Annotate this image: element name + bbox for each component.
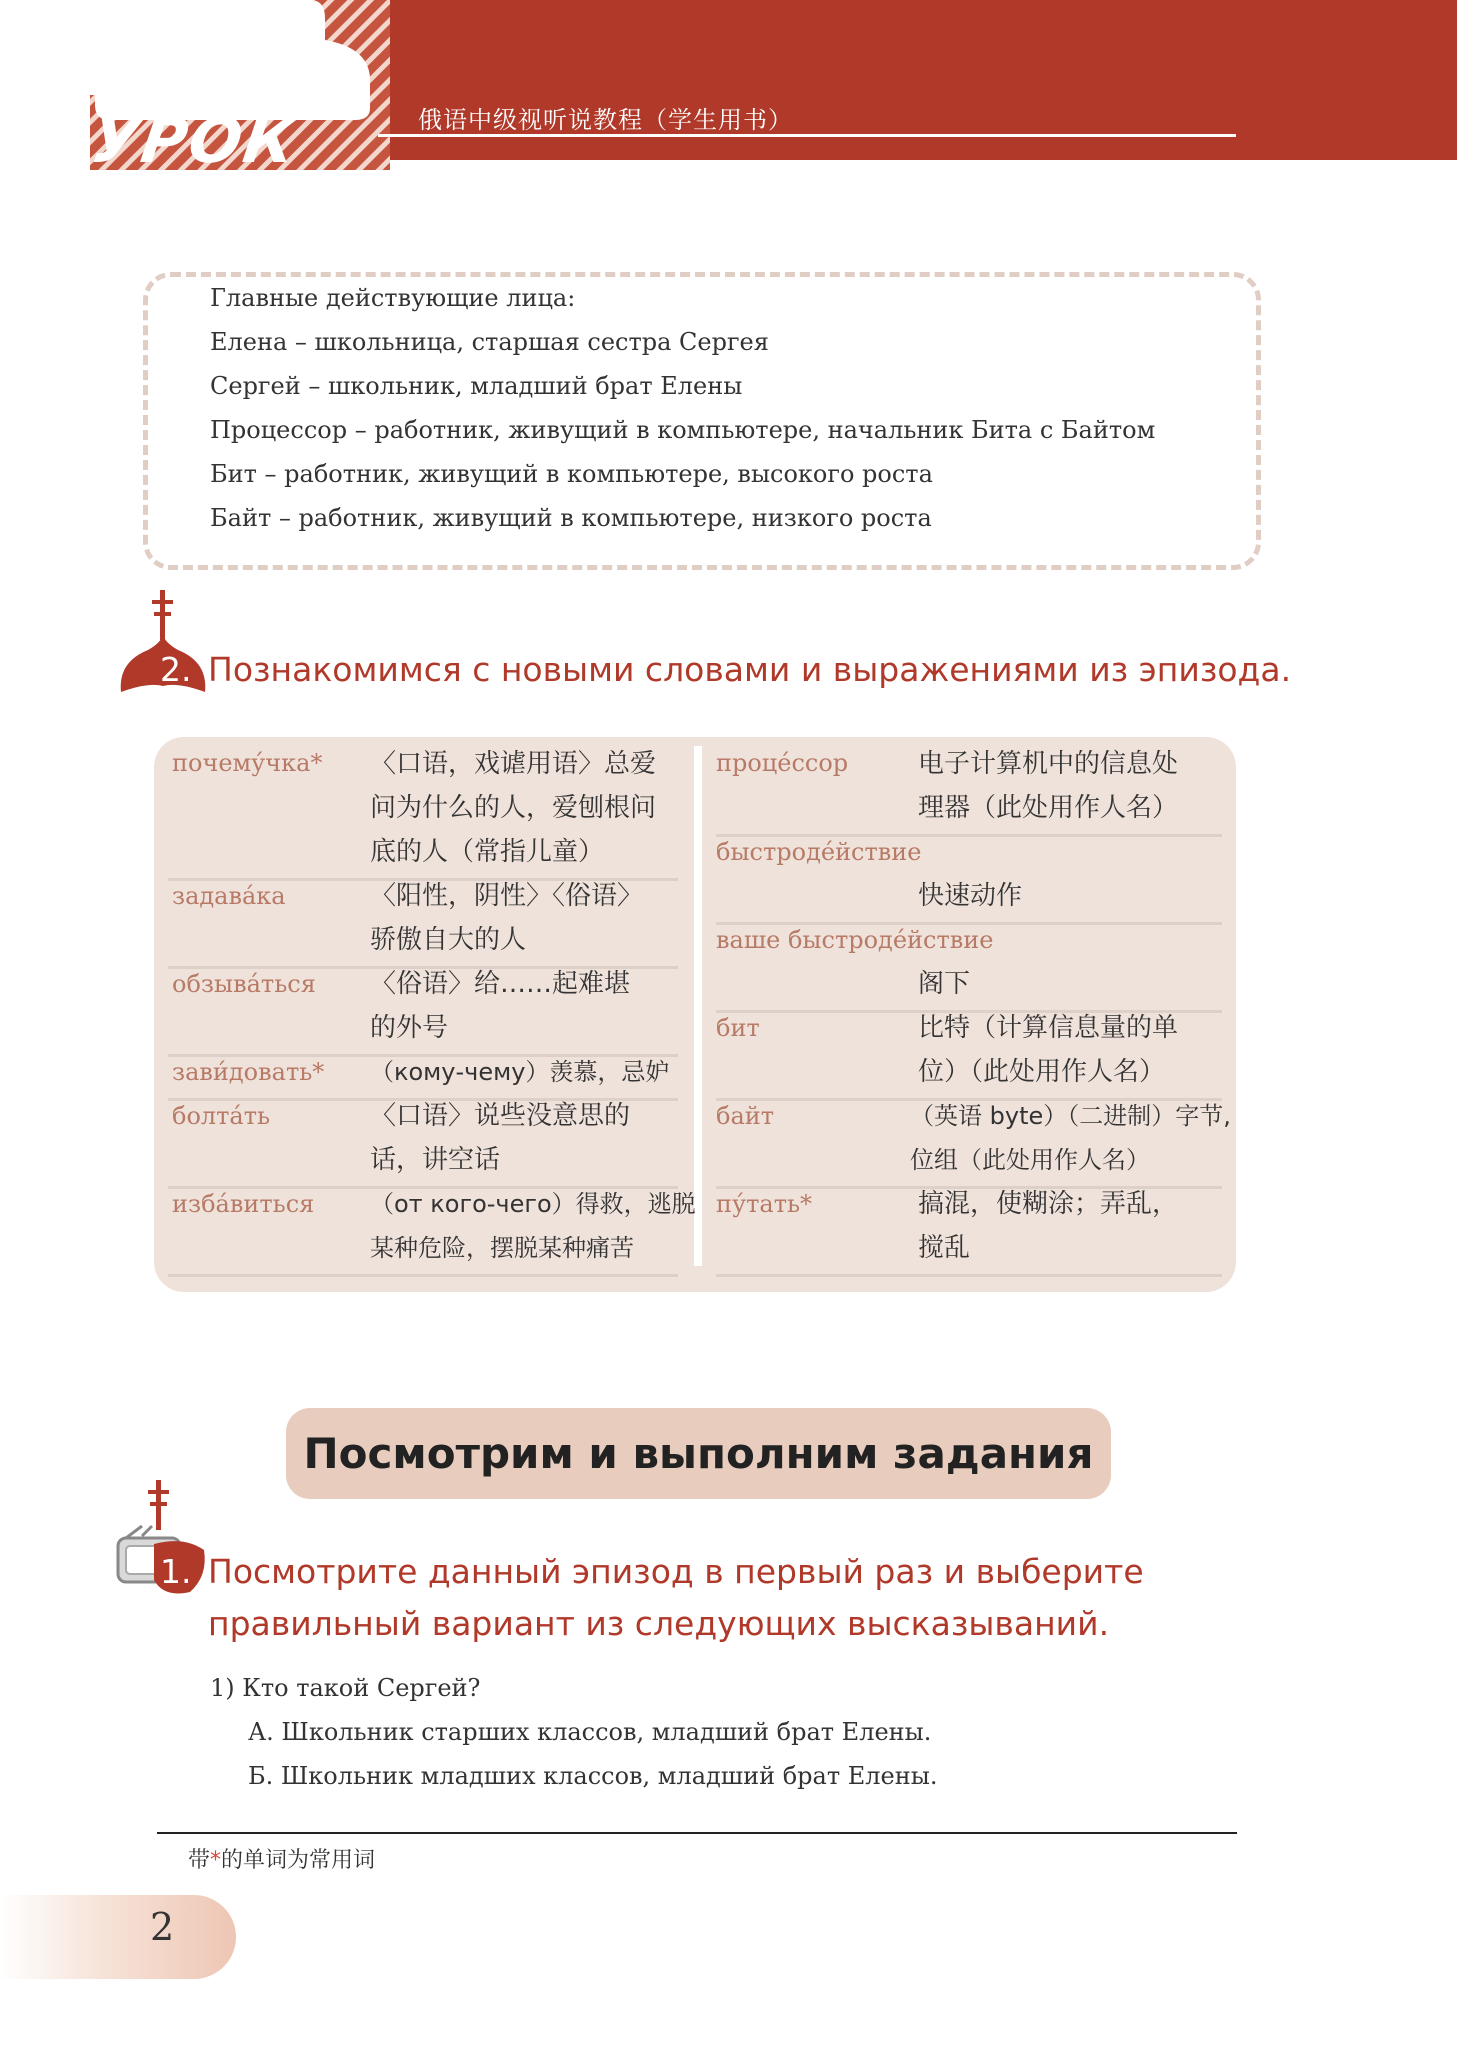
vocab-word: быстроде́йствие — [716, 838, 922, 866]
vocab-word: задава́ка — [172, 882, 286, 910]
characters-heading: Главные действующие лица: — [210, 284, 576, 312]
section-number: 2. — [160, 650, 192, 689]
vocab-word: пу́тать* — [716, 1190, 813, 1218]
vocab-meaning: 阁下 — [918, 969, 971, 999]
watch-banner-title: Посмотрим и выполним задания — [303, 1429, 1094, 1478]
task-number: 1. — [160, 1552, 192, 1591]
vocab-word: ваше быстроде́йствие — [716, 926, 994, 954]
vocab-word: обзыва́ться — [172, 970, 316, 998]
vocab-word: проце́ссор — [716, 749, 849, 777]
page-number-tab — [0, 1895, 236, 1979]
vocab-word: болта́ть — [172, 1102, 271, 1130]
task-title-line-2: правильный вариант из следующих высказываний. — [208, 1604, 1110, 1643]
character-line: Бит – работник, живущий в компьютере, высокого роста — [210, 460, 933, 488]
lesson-word: УРОК — [86, 104, 302, 177]
vocab-word: изба́виться — [172, 1190, 315, 1218]
character-line: Сергей – школьник, младший брат Елены — [210, 372, 743, 400]
vocab-meaning: （кому-чему）羡慕，忌妒 — [370, 1058, 670, 1086]
vocab-meaning: 〈口语〉说些没意思的 话，讲空话 — [370, 1101, 631, 1175]
section-title: Познакомимся с новыми словами и выражениями из эпизода. — [208, 650, 1292, 689]
answer-option: Б. Школьник младших классов, младший брат Елены. — [248, 1762, 938, 1790]
vocab-word: байт — [716, 1102, 775, 1130]
vocab-meaning: （英语 byte）（二进制）字节, 位组（此处用作人名） — [910, 1102, 1231, 1174]
row-rule — [716, 1274, 1222, 1277]
footnote: 带*的单词为常用词 — [188, 1848, 376, 1873]
vocab-word: зави́довать* — [172, 1058, 325, 1086]
footnote-rule — [157, 1832, 1237, 1834]
vocab-word: бит — [716, 1014, 760, 1042]
vocab-meaning: 比特（计算信息量的单 位）（此处用作人名） — [918, 1013, 1179, 1087]
row-rule — [168, 1274, 678, 1277]
answer-option: А. Школьник старших классов, младший брат Елены. — [248, 1718, 932, 1746]
book-subtitle: 俄语中级视听说教程（学生用书） — [418, 106, 793, 134]
vocab-meaning: 〈口语，戏谑用语〉总爱 问为什么的人，爱刨根问 底的人（常指儿童） — [370, 749, 657, 867]
vocab-meaning: 电子计算机中的信息处 理器（此处用作人名） — [918, 749, 1179, 823]
vocab-meaning: 〈俗语〉给……起难堪 的外号 — [370, 969, 631, 1043]
character-line: Процессор – работник, живущий в компьютере, начальник Бита с Байтом — [210, 416, 1156, 444]
task-title-line-1: Посмотрите данный эпизод в первый раз и выберите — [208, 1552, 1144, 1591]
vocab-meaning: （от кого-чего）得救，逃脱 某种危险，摆脱某种痛苦 — [370, 1190, 696, 1262]
header-rule — [378, 134, 1236, 137]
vocab-meaning: 快速动作 — [918, 881, 1023, 911]
question-text: 1) Кто такой Сергей? — [210, 1674, 481, 1702]
vocab-word: почему́чка* — [172, 749, 323, 777]
character-line: Байт – работник, живущий в компьютере, низкого роста — [210, 504, 932, 532]
row-rule — [716, 922, 1222, 925]
character-line: Елена – школьница, старшая сестра Сергея — [210, 328, 769, 356]
vocab-meaning: 搞混，使糊涂；弄乱， 搅乱 — [918, 1189, 1179, 1263]
page-number: 2 — [150, 1905, 175, 1949]
vocab-meaning: 〈阳性，阴性〉〈俗语〉 骄傲自大的人 — [370, 881, 644, 955]
row-rule — [716, 834, 1222, 837]
